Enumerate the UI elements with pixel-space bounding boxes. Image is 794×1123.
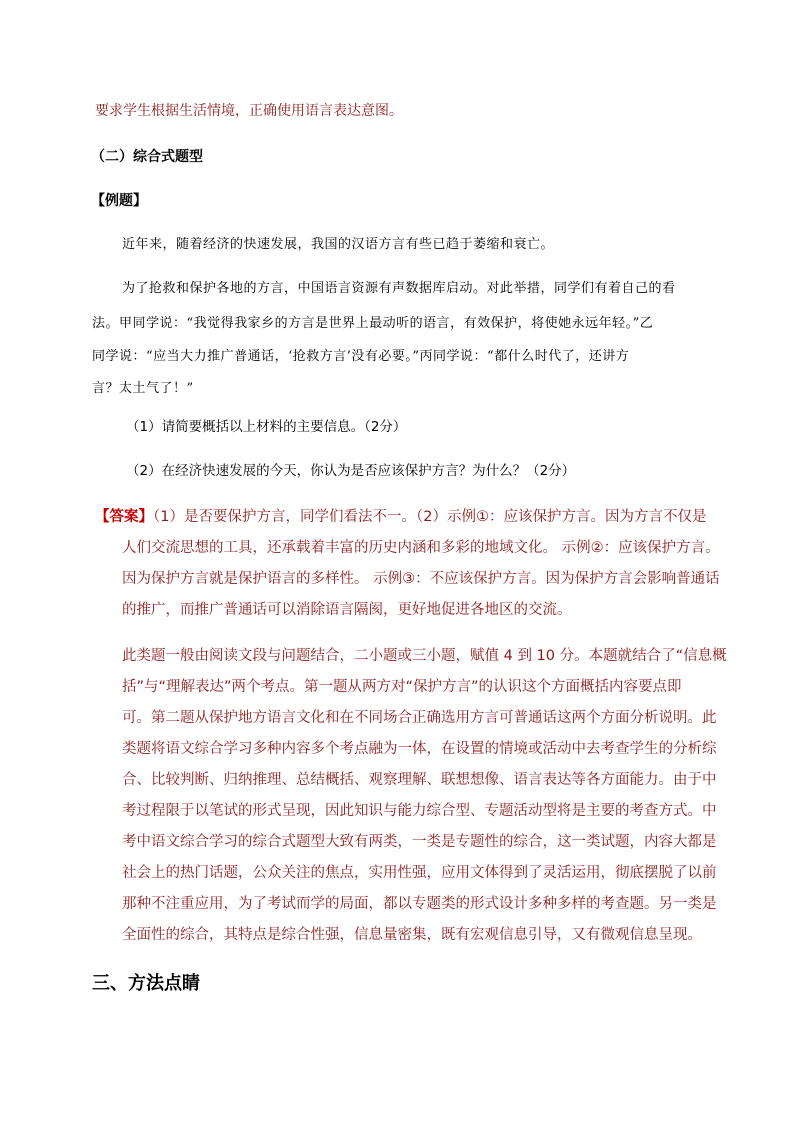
analysis-line: 那种不注重应用，为了考试而学的局面，都以专题类的形式设计多种多样的考查题。另一类是	[122, 896, 717, 912]
section3-heading: 三、方法点睛	[92, 973, 200, 994]
analysis-line: 考中语文综合学习的综合式题型大致有两类，一类是专题性的综合，这一类试题，内容大都是	[122, 834, 717, 850]
answer-line: 的推广，而推广普通话可以消除语言隔阂，更好地促进各地区的交流。	[122, 602, 572, 618]
passage-line: 同学说：“应当大力推广普通话，‘抢救方言’没有必要。”丙同学说：“都什么时代了，还讲方	[92, 349, 630, 364]
analysis-line: 考过程限于以笔试的形式呈现，因此知识与能力综合型、专题活动型将是主要的考查方式。中	[122, 803, 717, 819]
answer-block	[95, 507, 706, 527]
analysis-line: 全面性的综合，其特点是综合性强，信息量密集，既有宏观信息引导，又有微观信息呈现。	[122, 927, 702, 943]
intro-line: 要求学生根据生活情境，正确使用语言表达意图。	[95, 103, 403, 119]
section-heading: （二）综合式题型	[91, 149, 203, 165]
analysis-line: 合、比较判断、归纳推理、总结概括、观察理解、联想想像、语言表达等各方面能力。由于中	[122, 772, 717, 788]
passage-line: 法。甲同学说：“我觉得我家乡的方言是世界上最动听的语言，有效保护，将使她永远年轻。”乙	[92, 316, 654, 331]
question-2: （2）在经济快速发展的今天，你认为是否应该保护方言？为什么？（2分）	[126, 463, 576, 479]
passage-line: 言？太土气了！”	[92, 381, 194, 396]
answer-line: 因为保护方言就是保护语言的多样性。 示例③：不应该保护方言。因为保护方言会影响普通话	[122, 571, 720, 587]
analysis-line: 此类题一般由阅读文段与问题结合，二小题或三小题，赋值 4 到 10 分。本题就结合了“信息概	[122, 648, 727, 664]
answer-line: （1）是否要保护方言，同学们看法不一。（2）示例①：应该保护方言。因为方言不仅是	[153, 509, 707, 525]
answer-line: 人们交流思想的工具，还承载着丰富的历史内涵和多彩的地域文化。 示例②：应该保护方言。	[122, 540, 720, 556]
answer-label: 【答案】	[95, 509, 153, 525]
passage-line: 近年来，随着经济的快速发展，我国的汉语方言有些已趋于萎缩和衰亡。	[122, 237, 555, 252]
question-1: （1）请简要概括以上材料的主要信息。（2分）	[126, 419, 407, 435]
analysis-line: 括”与“理解表达”两个考点。第一题从两方对“保护方言”的认识这个方面概括内容要点即	[122, 679, 682, 695]
analysis-line: 社会上的热门话题，公众关注的焦点，实用性强，应用文体得到了灵活运用，彻底摆脱了以前	[122, 865, 717, 881]
analysis-line: 类题将语文综合学习多种内容多个考点融为一体，在设置的情境或活动中去考查学生的分析综	[122, 741, 717, 757]
passage-line: 为了抢救和保护各地的方言，中国语言资源有声数据库启动。对此举措，同学们有着自己的看	[122, 281, 676, 296]
example-label: 【例题】	[91, 193, 147, 209]
analysis-line: 可。第二题从保护地方语言文化和在不同场合正确选用方言可普通话这两个方面分析说明。此	[122, 710, 717, 726]
